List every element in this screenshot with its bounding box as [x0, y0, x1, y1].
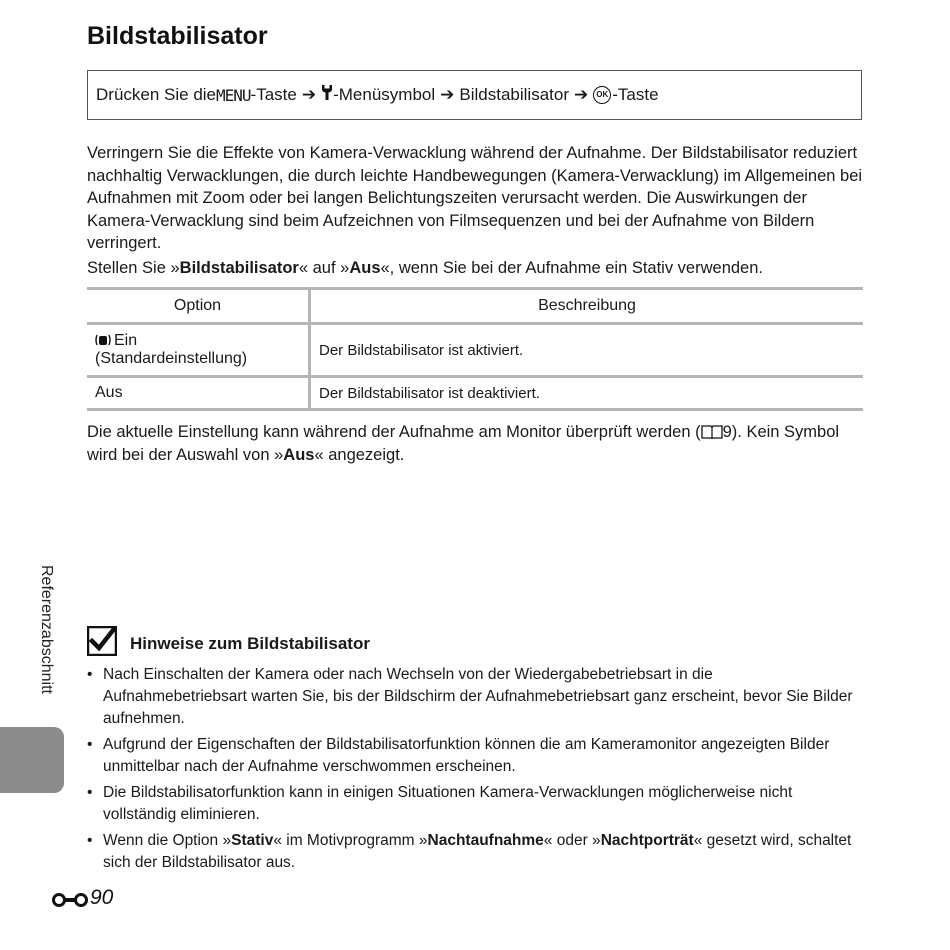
option-default-note: (Standardeinstellung) — [95, 350, 248, 367]
ok-button-icon: OK — [593, 86, 611, 104]
column-header-description: Beschreibung — [310, 289, 864, 324]
note-text: « oder » — [543, 832, 601, 849]
page-title: Bildstabilisator — [87, 22, 268, 50]
page-number-value: 90 — [90, 886, 114, 909]
menu-path-prefix: Drücken Sie die — [96, 85, 217, 104]
note-text: Wenn die Option » — [103, 832, 232, 849]
notes-heading — [87, 626, 370, 656]
menu-path-box — [87, 70, 862, 120]
option-cell — [87, 324, 310, 377]
description-cell: Der Bildstabilisator ist deaktiviert. — [310, 377, 864, 410]
tripod-bold-setting: Bildstabilisator — [179, 259, 299, 277]
table-row — [87, 324, 863, 377]
arrow-right-icon: ➔ — [301, 85, 317, 104]
note-text: « im Motivprogramm » — [273, 832, 428, 849]
check-note-icon — [87, 626, 117, 656]
column-header-option: Option — [87, 289, 310, 324]
note-bold: Nachtporträt — [600, 832, 694, 849]
menu-path-step2: -Menüsymbol — [333, 85, 436, 104]
intro-paragraph: Verringern Sie die Effekte von Kamera-Verwacklung während der Aufnahme. Der Bildstabilisator reduziert nachhaltig Verwacklungen, die durch leichte Handbewegungen (Kamera-Verwacklung) im Allgemeinen bei Aufnahmen mit Zoom oder bei langen Belichtungszeiten verursacht werden. Die Auswirkungen der Kamera-Verwacklung sind beim Aufzeichnen von Filmsequenzen und bei der Aufnahme von Bildern verringert. — [87, 144, 863, 252]
note-text: « gesetzt wird, schaltet sich der Bildstabilisator aus. — [103, 832, 852, 871]
list-item: • Nach Einschalten der Kamera oder nach Wechseln von der Wiedergabebetriebsart in die Aufnahmebetriebsart warten Sie, bis der Bildschirm der Aufnahmebetriebsart ganz erscheint, bevor Sie Bilder aufnehmen. — [87, 664, 857, 730]
section-thumb-tab — [0, 727, 64, 793]
vibration-reduction-icon — [95, 333, 111, 347]
menu-path-step1: -Taste — [250, 85, 297, 104]
option-label: Ein — [114, 332, 138, 349]
side-section-label: Referenzabschnitt — [38, 565, 55, 694]
list-item — [87, 830, 857, 874]
tripod-text: «, wenn Sie bei der Aufnahme ein Stativ verwenden. — [380, 259, 763, 277]
tripod-bold-value: Aus — [349, 259, 381, 277]
list-item: • Die Bildstabilisatorfunktion kann in einigen Situationen Kamera-Verwacklungen möglicherweise nicht vollständig eliminieren. — [87, 782, 857, 826]
option-cell: Aus — [87, 377, 310, 410]
table-row — [87, 377, 863, 410]
monitor-note-bold: Aus — [283, 445, 315, 464]
table-header-row — [87, 289, 863, 324]
menu-path-step3: Bildstabilisator — [459, 85, 569, 104]
notes-title: Hinweise zum Bildstabilisator — [130, 634, 370, 653]
note-bold: Stativ — [231, 832, 274, 849]
book-reference-icon — [701, 423, 723, 441]
page-reference[interactable]: 9 — [722, 423, 732, 441]
monitor-note-text: Die aktuelle Einstellung kann während der Aufnahme am Monitor überprüft werden ( — [87, 423, 701, 441]
tripod-text: Stellen Sie » — [87, 259, 180, 277]
monitor-note-text: « angezeigt. — [314, 445, 405, 464]
arrow-right-icon: ➔ — [440, 85, 455, 104]
note-bold: Nachtaufnahme — [427, 832, 544, 849]
list-item: • Aufgrund der Eigenschaften der Bildstabilisatorfunktion können die am Kameramonitor angezeigten Bilder unmittelbar nach der Aufnahme verschwommen erscheinen. — [87, 734, 857, 778]
arrow-right-icon: ➔ — [574, 85, 589, 104]
monitor-note-text: ). Kein Symbol wird bei der Auswahl von » — [87, 423, 840, 464]
tripod-sentence — [87, 257, 867, 280]
reference-section-icon — [52, 890, 88, 906]
wrench-icon — [321, 84, 333, 106]
description-cell: Der Bildstabilisator ist aktiviert. — [310, 324, 864, 377]
options-table — [87, 287, 863, 411]
page-number — [52, 886, 113, 910]
menu-button-label: MENU — [216, 85, 251, 105]
menu-path-step4: -Taste — [612, 85, 659, 104]
tripod-text: « auf » — [298, 259, 350, 277]
notes-list — [87, 664, 857, 878]
monitor-note-paragraph — [87, 421, 867, 466]
